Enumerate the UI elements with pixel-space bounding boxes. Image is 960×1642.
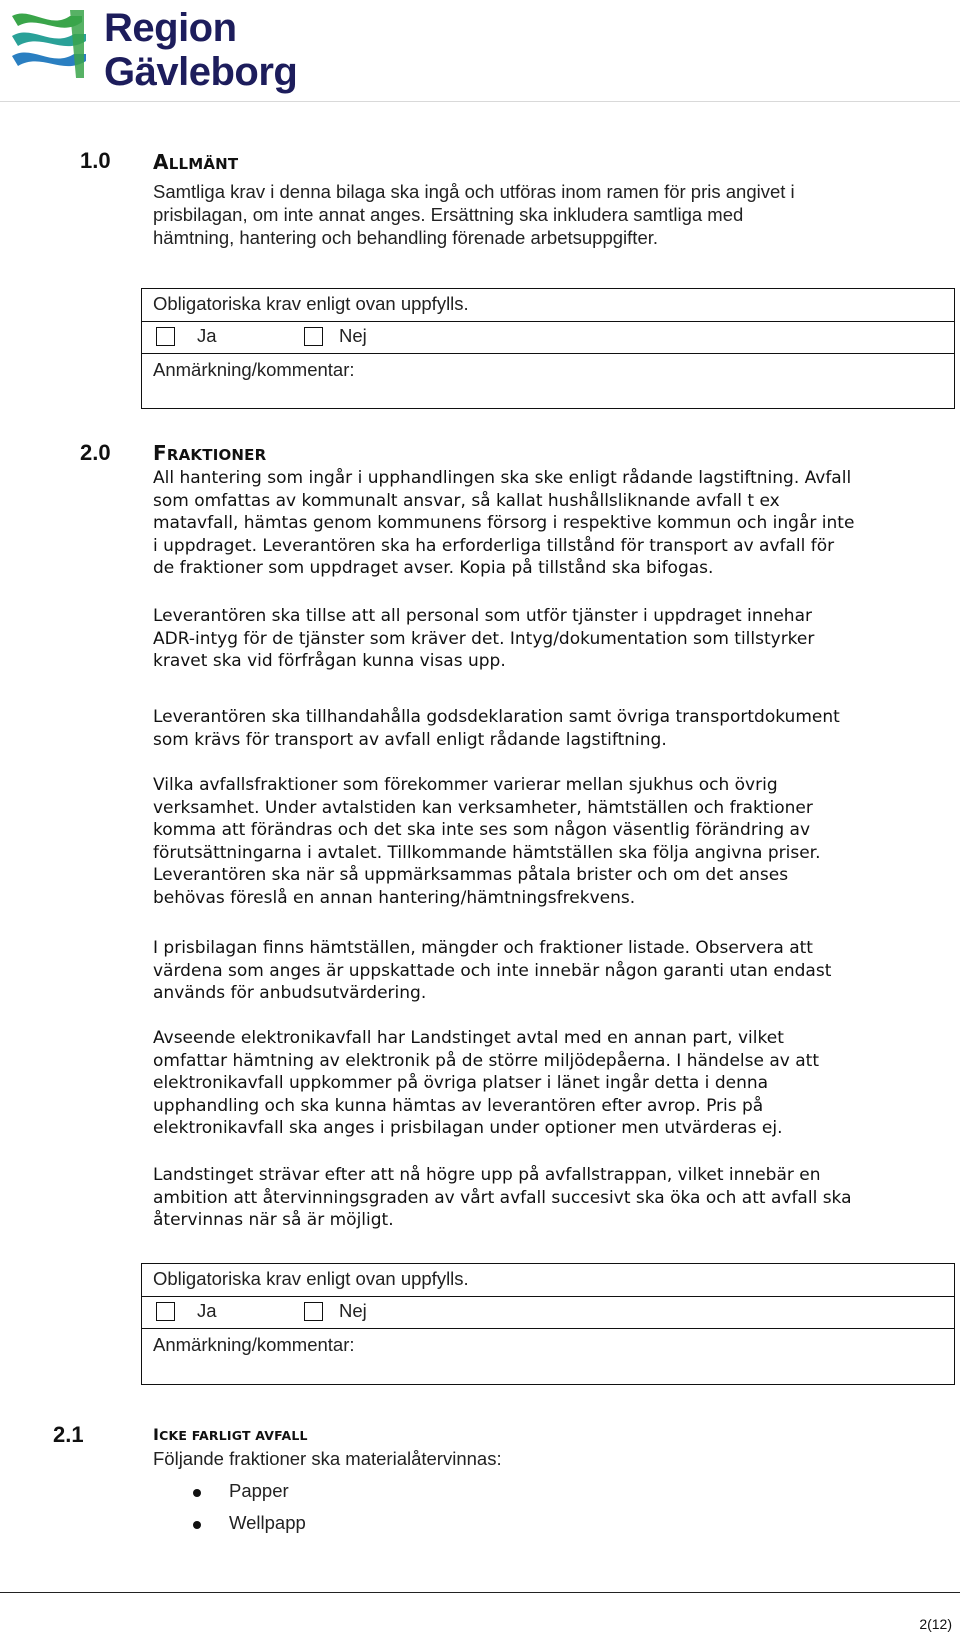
bullet-icon — [193, 1489, 201, 1497]
text-line: All hantering som ingår i upphandlingen ska ske enligt rådande lagstiftning. Avfall — [153, 468, 852, 488]
logo-wordmark — [104, 6, 297, 94]
section-2-title-initial: F — [153, 441, 167, 465]
requirement-row — [142, 1264, 954, 1297]
requirement-text: Obligatoriska krav enligt ovan uppfylls. — [153, 293, 469, 314]
page-number: 2(12) — [919, 1616, 952, 1632]
yes-label: Ja — [197, 325, 217, 346]
section-2-paragraph-1 — [153, 467, 943, 580]
text-line: Leverantören ska tillhandahålla godsdeklaration samt övriga transportdokument — [153, 707, 840, 727]
answer-row — [142, 1296, 954, 1329]
text-line: ambition att återvinningsgraden av vårt avfall succesivt ska öka och att avfall ska — [153, 1187, 852, 1208]
text-line: som krävs för transport av avfall enligt rådande lagstiftning. — [153, 729, 667, 750]
section-2-title-rest: RAKTIONER — [166, 446, 267, 464]
header-rule — [0, 101, 960, 102]
text-line: elektronikavfall uppkommer på övriga platser i länet ingår detta i denna — [153, 1073, 769, 1093]
section-1-number: 1.0 — [80, 148, 111, 173]
comment-label: Anmärkning/kommentar: — [153, 1334, 355, 1355]
comment-label: Anmärkning/kommentar: — [153, 359, 355, 380]
requirement-box-2 — [141, 1263, 955, 1385]
requirement-box-1 — [141, 288, 955, 409]
section-2-number: 2.0 — [80, 440, 111, 465]
region-gavleborg-logo — [10, 6, 330, 96]
no-label: Nej — [339, 1300, 367, 1321]
text-line: ADR-intyg för de tjänster som kräver det. Intyg/dokumentation som tillstyrker — [153, 628, 815, 649]
text-line: återvinnas när så är möjligt. — [153, 1210, 394, 1230]
text-line: Samtliga krav i denna bilaga ska ingå och utföras inom ramen för pris angivet i — [153, 181, 795, 202]
comment-field[interactable] — [142, 383, 954, 407]
section-1-paragraph — [153, 180, 943, 249]
requirement-text: Obligatoriska krav enligt ovan uppfylls. — [153, 1268, 469, 1289]
section-2-1-intro: Följande fraktioner ska materialåtervinnas: — [153, 1448, 502, 1469]
section-2-1-title-initial: I — [153, 1425, 160, 1444]
section-2-paragraph-5 — [153, 937, 943, 1005]
text-line: matavfall, hämtas genom kommunens försorg i respektive kommun och ingår inte — [153, 513, 855, 533]
text-line: omfattar hämtning av elektronik på de större miljödepåerna. I händelse av att — [153, 1050, 819, 1071]
text-line: elektronikavfall ska anges i prisbilagan under optioner men utvärderas ej. — [153, 1118, 783, 1138]
text-line: prisbilagan, om inte annat anges. Ersättning ska inkludera samtliga med — [153, 204, 744, 225]
logo-wave-icon — [10, 8, 92, 88]
text-line: behövas föreslå en annan hantering/hämtningsfrekvens. — [153, 887, 636, 908]
text-line: de fraktioner som uppdraget avser. Kopia på tillstånd ska bifogas. — [153, 558, 714, 578]
logo-line-region: Region — [104, 6, 237, 50]
section-2-paragraph-3 — [153, 706, 943, 751]
text-line: I prisbilagan finns hämtställen, mängder och fraktioner listade. Observera att — [153, 938, 813, 958]
bullet-icon — [193, 1521, 201, 1529]
text-line: i uppdraget. Leverantören ska ha erforderliga tillstånd för transport av avfall för — [153, 535, 835, 556]
text-line: förutsättningarna i avtalet. Tillkommande hämtställen ska följa angivna priser. — [153, 842, 821, 863]
text-line: komma att förändras och det ska inte ses som någon väsentlig förändring av — [153, 820, 811, 840]
section-2-1-number: 2.1 — [53, 1422, 84, 1447]
text-line: Landstinget strävar efter att nå högre upp på avfallstrappan, vilket innebär en — [153, 1165, 821, 1185]
no-checkbox[interactable] — [304, 1302, 323, 1321]
text-line: kravet ska vid förfrågan kunna visas upp. — [153, 651, 506, 671]
section-1-title-rest: LLMÄNT — [168, 155, 239, 173]
comment-field[interactable] — [142, 1358, 954, 1383]
text-line: Vilka avfallsfraktioner som förekommer varierar mellan sjukhus och övrig — [153, 775, 778, 795]
section-2-paragraph-2 — [153, 605, 943, 673]
section-2-1-title — [153, 1425, 308, 1444]
section-2-paragraph-6 — [153, 1027, 943, 1140]
text-line: som omfattas av kommunalt ansvar, så kallat hushållsliknande avfall t ex — [153, 490, 780, 511]
no-label: Nej — [339, 325, 367, 346]
yes-label: Ja — [197, 1300, 217, 1321]
text-line: verksamhet. Under avtalstiden kan verksamheter, hämtställen och fraktioner — [153, 797, 813, 818]
text-line: Avseende elektronikavfall har Landstinget avtal med en annan part, vilket — [153, 1028, 784, 1048]
section-2-paragraph-4 — [153, 774, 943, 909]
text-line: Leverantören ska när så uppmärksammas påtala brister och om det anses — [153, 865, 789, 885]
text-line: värdena som anges är uppskattade och inte innebär någon garanti utan endast — [153, 960, 832, 981]
section-2-1-title-rest: CKE FARLIGT AVFALL — [159, 1428, 308, 1443]
yes-checkbox[interactable] — [156, 327, 175, 346]
list-item — [229, 1480, 289, 1502]
answer-row — [142, 321, 954, 354]
list-item-text: Wellpapp — [229, 1512, 306, 1533]
section-2-title — [153, 441, 266, 465]
text-line: Leverantören ska tillse att all personal som utför tjänster i uppdraget innehar — [153, 606, 812, 626]
list-item-text: Papper — [229, 1480, 289, 1501]
yes-checkbox[interactable] — [156, 1302, 175, 1321]
section-2-paragraph-7 — [153, 1164, 943, 1232]
no-checkbox[interactable] — [304, 327, 323, 346]
footer-rule — [0, 1592, 960, 1593]
logo-line-gavleborg: Gävleborg — [104, 50, 298, 94]
section-1-title-initial: A — [153, 150, 169, 174]
list-item — [229, 1512, 306, 1534]
text-line: upphandling och ska kunna hämtas av leverantören efter avrop. Pris på — [153, 1095, 764, 1116]
text-line: hämtning, hantering och behandling förenade arbetsuppgifter. — [153, 227, 659, 248]
text-line: används för anbudsutvärdering. — [153, 983, 427, 1003]
section-1-title — [153, 150, 238, 174]
requirement-row — [142, 289, 954, 322]
